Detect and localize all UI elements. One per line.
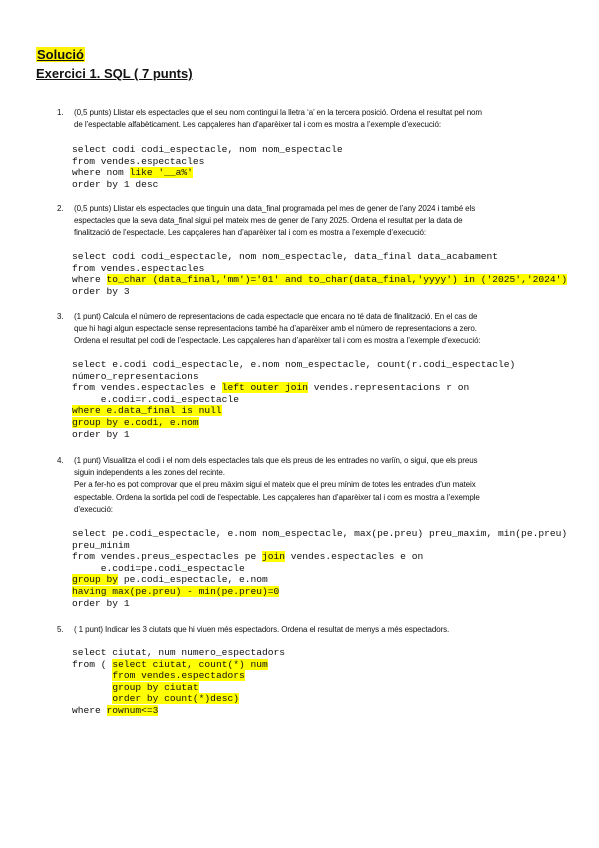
question-4-text-line: espectable. Ordena la sortida pel codi de l’espectable. Les capçaleres han d’aparèixer tal i com es mostra a l’exemple <box>74 492 480 502</box>
sql-segment: order by 1 desc <box>72 178 159 190</box>
sql-segment: where nom <box>72 167 130 179</box>
sql-code-line <box>72 528 567 540</box>
sql-code-line <box>72 156 343 168</box>
sql-segment: select ciutat, num numero_espectadors <box>72 647 286 658</box>
question-4-text-line: d’execució: <box>74 504 113 514</box>
sql-code-line <box>72 705 285 717</box>
sql-highlighted-segment: to_char (data_final,'mm')='01' and to_char(data_final,'yyyy') in ('2025','2024') <box>106 274 568 286</box>
sql-code-line <box>72 382 515 394</box>
question-1-text-line: de l’espectable alfabèticament. Les capçaleres han d’aparèixer tal i com es mostra a l’exemple d’execució: <box>74 120 441 130</box>
sql-code-line <box>72 598 567 610</box>
solution-heading: Solució <box>37 47 84 62</box>
sql-code-line <box>72 670 285 682</box>
question-2-text-line: finalització de l’espectacle. Les capçaleres han d’aparèixer tal i com es mostra a l’exemple d’execució: <box>74 228 427 238</box>
sql-code-line <box>72 659 285 671</box>
sql-code-line <box>72 563 567 575</box>
sql-highlighted-segment: like '__a%' <box>129 167 193 179</box>
question-3-number: 3. <box>57 312 64 321</box>
sql-segment: e.codi=pe.codi_espectacle <box>72 562 245 574</box>
sql-code-line <box>72 179 343 191</box>
sql-segment: vendes.representacions r on <box>308 382 470 394</box>
sql-code-line <box>72 429 515 441</box>
question-3-text-line: que hi hagi algun espectacle sense representacions també ha d’aparèixer amb el número de representacions a zero. <box>74 324 477 334</box>
sql-code-line <box>72 693 285 705</box>
sql-segment: número_representacions <box>72 370 199 382</box>
sql-code-line <box>72 394 515 406</box>
sql-segment: from vendes.preus_espectacles pe <box>72 551 262 563</box>
sql-segment: from ( <box>72 658 113 670</box>
sql-code-line <box>72 359 515 371</box>
question-1-text-line: (0,5 punts) Llistar els espectacles que el seu nom contingui la lletra ‘a’ en la tercera posició. Ordena el resultat pel nom <box>74 108 482 117</box>
sql-segment: select pe.codi_espectacle, e.nom nom_espectacle, max(pe.preu) preu_maxim, min(pe.preu) <box>72 528 568 539</box>
sql-code-line <box>72 144 343 156</box>
sql-highlighted-segment: order by count(*)desc) <box>112 693 239 705</box>
sql-code-line <box>72 405 515 417</box>
sql-segment <box>72 682 112 693</box>
sql-segment <box>72 670 112 681</box>
sql-highlighted-segment: where e.data_final is null <box>72 405 222 417</box>
sql-code-line <box>72 417 515 429</box>
question-5-text <box>74 624 560 636</box>
question-2-number: 2. <box>57 204 64 213</box>
sql-segment: pe.codi_espectacle, e.nom <box>118 574 268 586</box>
sql-segment: from vendes.espectacles <box>72 262 205 274</box>
sql-segment: order by 3 <box>72 285 130 297</box>
question-5-sql-code <box>72 647 285 717</box>
sql-highlighted-segment: group by e.codi, e.nom <box>72 416 199 428</box>
question-4-number: 4. <box>57 456 64 465</box>
sql-segment: where <box>72 274 107 286</box>
sql-code-line <box>72 263 567 275</box>
question-2-sql-code <box>72 251 567 297</box>
sql-highlighted-segment: group by <box>72 574 119 586</box>
sql-highlighted-segment: group by ciutat <box>112 681 199 693</box>
sql-segment: e.codi=r.codi_espectacle <box>72 393 239 405</box>
exercise-title: Exercici 1. SQL ( 7 punts) <box>36 66 193 81</box>
question-1-sql-code <box>72 144 343 190</box>
question-1-number: 1. <box>57 108 64 117</box>
question-1-text <box>74 107 560 131</box>
sql-code-line <box>72 551 567 563</box>
sql-segment: order by 1 <box>72 428 130 440</box>
question-4-text-line: siguin independents a les zones del recinte. <box>74 468 225 478</box>
sql-code-line <box>72 647 285 659</box>
question-4-text-line: (1 punt) Visualitza el codi i el nom dels espectacles tals que els preus de les entrades no variïn, o sigui, que els preus <box>74 456 478 465</box>
sql-segment: preu_minim <box>72 539 130 551</box>
sql-highlighted-segment: having max(pe.preu) - min(pe.preu)=0 <box>72 585 280 597</box>
sql-highlighted-segment: select ciutat, count(*) num <box>112 658 268 670</box>
sql-segment: from vendes.espectacles <box>72 155 205 167</box>
sql-segment: order by 1 <box>72 597 130 609</box>
question-3-text-line: (1 punt) Calcula el número de representacions de cada espectacle que encara no té data de finalització. En el cas de <box>74 312 478 321</box>
question-5-number: 5. <box>57 625 64 634</box>
question-4-text <box>74 455 560 516</box>
sql-segment: vendes.espectacles e on <box>285 551 424 563</box>
sql-code-line <box>72 167 343 179</box>
sql-code-line <box>72 251 567 263</box>
question-4-sql-code <box>72 528 567 609</box>
sql-highlighted-segment: rownum<=3 <box>106 704 159 716</box>
sql-code-line <box>72 371 515 383</box>
sql-code-line <box>72 286 567 298</box>
sql-highlighted-segment: from vendes.espectadors <box>112 670 245 682</box>
question-2-text-line: espectacles que la seva data_final sigui pel mateix mes de gener de l’any 2025. Ordena el resultat per la data de <box>74 216 463 226</box>
question-3-text <box>74 311 560 348</box>
sql-segment: select codi codi_espectacle, nom nom_espectacle <box>72 144 343 155</box>
sql-segment: where <box>72 704 107 716</box>
sql-code-line <box>72 274 567 286</box>
question-2-text <box>74 203 560 240</box>
sql-code-line <box>72 540 567 552</box>
question-3-text-line: Ordena el resultat pel codi de l’espectacle. Les capçaleres han d’aparèixer tal i com es mostra a l’exemple d’execució: <box>74 336 481 346</box>
sql-segment: from vendes.espectacles e <box>72 382 222 394</box>
sql-code-line <box>72 682 285 694</box>
question-2-text-line: (0,5 punts) Llistar els espectacles que tinguin una data_final programada pel mes de gener de l’any 2024 i també els <box>74 204 476 213</box>
question-5-text-line: ( 1 punt) Indicar les 3 ciutats que hi viuen més espectadors. Ordena el resultat de menys a més espectadors. <box>74 625 450 634</box>
sql-segment: select e.codi codi_espectacle, e.nom nom_espectacle, count(r.codi_espectacle) <box>72 359 516 370</box>
sql-code-line <box>72 586 567 598</box>
sql-segment <box>72 693 112 704</box>
sql-code-line <box>72 574 567 586</box>
question-3-sql-code <box>72 359 515 440</box>
sql-highlighted-segment: left outer join <box>221 382 309 394</box>
question-4-text-line: Per a fer-ho es pot comprovar que el preu màxim sigui el mateix que el preu mínim de totes les entrades d’un mateix <box>74 480 476 490</box>
sql-highlighted-segment: join <box>262 551 286 563</box>
sql-segment: select codi codi_espectacle, nom nom_espectacle, data_final data_acabament <box>72 251 499 262</box>
